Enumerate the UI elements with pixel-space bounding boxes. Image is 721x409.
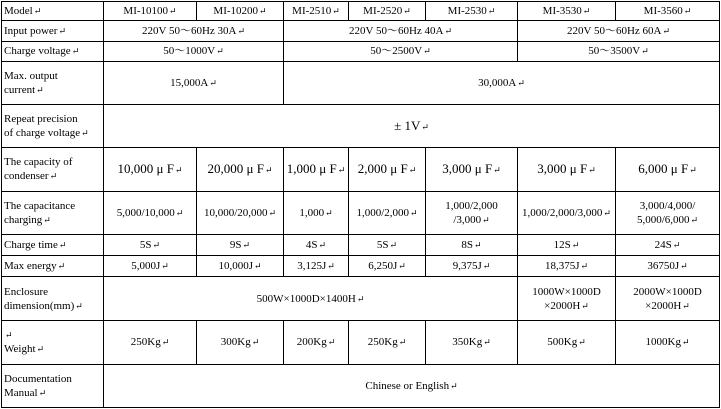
input-power-cell: 220V 50～60Hz 40A↵ — [284, 20, 518, 42]
charge-voltage-cell: 50～3500V↵ — [518, 42, 720, 62]
max-output-current-cell: 30,000A↵ — [284, 61, 720, 104]
capacity-cell: 3,000 μ F↵ — [426, 148, 518, 191]
charge-voltage-cell: 50～2500V↵ — [284, 42, 518, 62]
capacitance-charging-label: The capacitance charging↵ — [2, 191, 104, 234]
capacity-cell: 2,000 μ F↵ — [349, 148, 426, 191]
max-energy-cell: 9,375J↵ — [426, 256, 518, 277]
charge-time-cell: 4S↵ — [284, 234, 349, 256]
table-row-documentation — [2, 364, 720, 407]
enclosure-label: Enclosure dimension(mm)↵ — [2, 277, 104, 321]
capacity-cell: 10,000 μ F↵ — [104, 148, 197, 191]
weight-cell: 1000Kg↵ — [616, 321, 720, 364]
repeat-precision-label: Repeat precision of charge voltage↵ — [2, 105, 104, 148]
repeat-precision-cell: ± 1V↵ — [104, 105, 720, 148]
capacitance-charging-cell: 1,000/2,000/3,000↵ — [518, 191, 616, 234]
model-cell: MI-3530↵ — [518, 2, 616, 21]
capacity-cell: 1,000 μ F↵ — [284, 148, 349, 191]
model-cell: MI-3560↵ — [616, 2, 720, 21]
documentation-cell: Chinese or English↵ — [104, 364, 720, 407]
model-cell: MI-2510↵ — [284, 2, 349, 21]
max-energy-cell: 6,250J↵ — [349, 256, 426, 277]
charge-time-label: Charge time↵ — [2, 234, 104, 256]
model-cell: MI-2520↵ — [349, 2, 426, 21]
charge-time-cell: 9S↵ — [197, 234, 284, 256]
capacitance-charging-cell: 1,000/2,000 /3,000↵ — [426, 191, 518, 234]
spec-table — [1, 1, 720, 408]
model-label: Model↵ — [2, 2, 104, 21]
table-row-input-power — [2, 20, 720, 42]
table-row-capacitance-charging — [2, 191, 720, 234]
capacity-label: The capacity of condenser↵ — [2, 148, 104, 191]
documentation-label: Documentation Manual↵ — [2, 364, 104, 407]
charge-voltage-label: Charge voltage↵ — [2, 42, 104, 62]
capacity-cell: 3,000 μ F↵ — [518, 148, 616, 191]
enclosure-cell: 500W×1000D×1400H↵ — [104, 277, 518, 321]
input-power-label: Input power↵ — [2, 20, 104, 42]
enclosure-cell: 1000W×1000D ×2000H↵ — [518, 277, 616, 321]
charge-time-cell: 5S↵ — [104, 234, 197, 256]
capacitance-charging-cell: 1,000/2,000↵ — [349, 191, 426, 234]
table-row-repeat-precision — [2, 105, 720, 148]
charge-time-cell: 12S↵ — [518, 234, 616, 256]
table-row-max-energy — [2, 256, 720, 277]
capacitance-charging-cell: 1,000↵ — [284, 191, 349, 234]
charge-time-cell: 24S↵ — [616, 234, 720, 256]
table-row-charge-time — [2, 234, 720, 256]
weight-cell: 350Kg↵ — [426, 321, 518, 364]
capacitance-charging-cell: 10,000/20,000↵ — [197, 191, 284, 234]
enclosure-cell: 2000W×1000D ×2000H↵ — [616, 277, 720, 321]
capacitance-charging-cell: 5,000/10,000↵ — [104, 191, 197, 234]
table-row-enclosure — [2, 277, 720, 321]
table-row-max-output-current — [2, 61, 720, 104]
return-mark-icon: ↵ — [33, 5, 42, 16]
max-energy-label: Max energy↵ — [2, 256, 104, 277]
charge-time-cell: 8S↵ — [426, 234, 518, 256]
model-cell: MI-10100↵ — [104, 2, 197, 21]
max-energy-cell: 10,000J↵ — [197, 256, 284, 277]
max-energy-cell: 18,375J↵ — [518, 256, 616, 277]
max-energy-cell: 3,125J↵ — [284, 256, 349, 277]
table-row-capacity — [2, 148, 720, 191]
max-energy-cell: 36750J↵ — [616, 256, 720, 277]
table-row-weight — [2, 321, 720, 364]
max-output-current-cell: 15,000A↵ — [104, 61, 284, 104]
weight-cell: 500Kg↵ — [518, 321, 616, 364]
input-power-cell: 220V 50～60Hz 60A↵ — [518, 20, 720, 42]
max-energy-cell: 5,000J↵ — [104, 256, 197, 277]
capacitance-charging-cell: 3,000/4,000/ 5,000/6,000↵ — [616, 191, 720, 234]
model-cell: MI-10200↵ — [197, 2, 284, 21]
max-output-current-label: Max. output current↵ — [2, 61, 104, 104]
capacity-cell: 20,000 μ F↵ — [197, 148, 284, 191]
weight-cell: 200Kg↵ — [284, 321, 349, 364]
input-power-cell: 220V 50～60Hz 30A↵ — [104, 20, 284, 42]
capacity-cell: 6,000 μ F↵ — [616, 148, 720, 191]
weight-cell: 250Kg↵ — [349, 321, 426, 364]
weight-cell: 300Kg↵ — [197, 321, 284, 364]
weight-cell: 250Kg↵ — [104, 321, 197, 364]
weight-label: ↵ Weight↵ — [2, 321, 104, 364]
charge-time-cell: 5S↵ — [349, 234, 426, 256]
model-cell: MI-2530↵ — [426, 2, 518, 21]
charge-voltage-cell: 50～1000V↵ — [104, 42, 284, 62]
table-row-model — [2, 2, 720, 21]
table-row-charge-voltage — [2, 42, 720, 62]
